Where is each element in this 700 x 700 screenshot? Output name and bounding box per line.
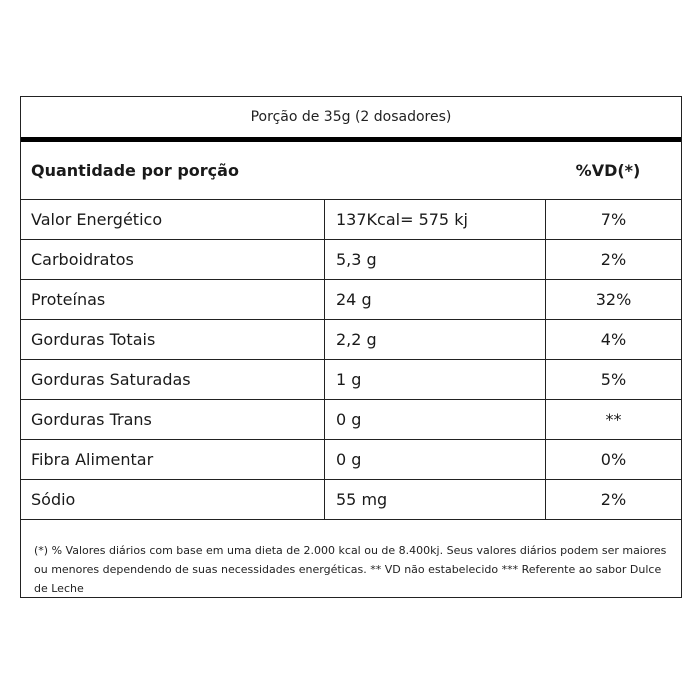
nutrient-vd: 4% (546, 320, 682, 360)
nutrient-name: Gorduras Trans (21, 400, 325, 440)
table-row (21, 480, 681, 520)
nutrient-vd: 32% (546, 280, 682, 320)
nutrient-amount: 55 mg (325, 480, 546, 520)
nutrient-name: Valor Energético (21, 200, 325, 240)
nutrient-name: Proteínas (21, 280, 325, 320)
serving-size: Porção de 35g (2 dosadores) (250, 109, 452, 125)
nutrient-amount: 5,3 g (325, 240, 546, 280)
nutrient-amount: 0 g (325, 440, 546, 480)
nutrient-vd: 5% (546, 360, 682, 400)
nutrient-amount: 24 g (325, 280, 546, 320)
nutrient-vd: ** (546, 400, 682, 440)
nutrient-vd: 2% (546, 480, 682, 520)
nutrient-amount: 2,2 g (325, 320, 546, 360)
nutrient-name: Gorduras Saturadas (21, 360, 325, 400)
nutrition-facts-panel (20, 96, 682, 598)
table-row (21, 320, 681, 360)
nutrition-table (21, 200, 681, 520)
nutrient-vd: 2% (546, 240, 682, 280)
nutrient-amount: 137Kcal= 575 kj (325, 200, 546, 240)
quantity-header: Quantidade por porção (31, 161, 239, 180)
table-row (21, 360, 681, 400)
nutrient-amount: 0 g (325, 400, 546, 440)
nutrient-vd: 0% (546, 440, 682, 480)
table-row (21, 200, 681, 240)
nutrient-vd: 7% (546, 200, 682, 240)
vd-header: %VD(*) (575, 161, 641, 180)
footnote: (*) % Valores diários com base em uma dieta de 2.000 kcal ou de 8.400kj. Seus valores diários podem ser maiores ou menores dependendo de suas necessidades energéticas. ** VD não estabelecido *** Referente ao sabor Dulce de Leche (34, 544, 667, 595)
nutrient-name: Gorduras Totais (21, 320, 325, 360)
nutrient-amount: 1 g (325, 360, 546, 400)
table-row (21, 440, 681, 480)
nutrient-name: Fibra Alimentar (21, 440, 325, 480)
table-row (21, 240, 681, 280)
table-row (21, 280, 681, 320)
table-row (21, 400, 681, 440)
nutrient-name: Sódio (21, 480, 325, 520)
table-header (21, 142, 681, 200)
nutrient-name: Carboidratos (21, 240, 325, 280)
